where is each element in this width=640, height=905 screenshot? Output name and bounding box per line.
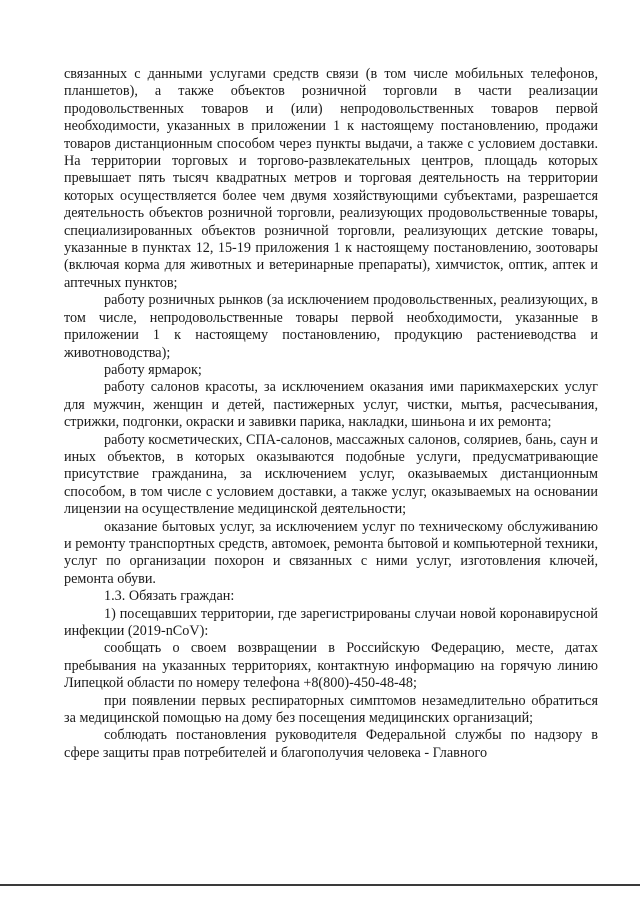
paragraph-comply: соблюдать постановления руководителя Федеральной службы по надзору в сфере защиты прав потребителей и благополучия человека - Главного xyxy=(64,727,598,761)
paragraph-spa-salons: работу косметических, СПА-салонов, массажных салонов, соляриев, бань, саун и иных объектов, в которых оказываются подобные услуги, предусматривающие присутствие гражданина, за исключением услуг, оказываемых дистанционным способом, в том числе с условием доставки, а также услуг, оказываемых на основании лицензии на осуществление медицинской деятельности; xyxy=(64,431,598,518)
paragraph-report-return: сообщать о своем возвращении в Российскую Федерацию, месте, датах пребывания на указанных территориях, контактную информацию на горячую линию Липецкой области по номеру телефона +8(800)-450-48-48; xyxy=(64,640,598,692)
paragraph-trade-objects: связанных с данными услугами средств связи (в том числе мобильных телефонов, планшетов), а также объектов розничной торговли в части реализации продовольственных товаров и (или) непродовольственных товаров первой необходимости, указанных в приложении 1 к настоящему постановлению, продажи товаров дистанционным способом через пункты выдачи, а также с условием доставки. На территории торговых и торгово-развлекательных центров, площадь которых превышает пять тысяч квадратных метров и торговая деятельность на территории которых осуществляется более чем двумя хозяйствующими субъектами, разрешается деятельность объектов розничной торговли, реализующих продовольственные товары, специализированных объектов розничной торговли, реализующих детские товары, указанные в пунктах 12, 15-19 приложения 1 к настоящему постановлению, зоотовары (включая корма для животных и ветеринарные препараты), химчисток, оптик, аптек и аптечных пунктов; xyxy=(64,66,598,291)
bottom-border-line xyxy=(0,884,640,886)
paragraph-household-services: оказание бытовых услуг, за исключением услуг по техническому обслуживанию и ремонту транспортных средств, автомоек, ремонта бытовой и компьютерной техники, услуг по организации похорон и связанных с ними услуг, изготовления ключей, ремонта обуви. xyxy=(64,518,598,587)
paragraph-symptoms: при появлении первых респираторных симптомов незамедлительно обратиться за медицинской помощью на дому без посещения медицинских организаций; xyxy=(64,692,598,727)
paragraph-fairs: работу ярмарок; xyxy=(104,361,202,378)
paragraph-item-1: 1) посещавших территории, где зарегистрированы случаи новой коронавирусной инфекции (2019-nCoV): xyxy=(64,605,598,639)
document-text xyxy=(64,66,598,762)
paragraph-retail-markets: работу розничных рынков (за исключением продовольственных, реализующих, в том числе, непродовольственные товары первой необходимости, указанные в приложении 1 к настоящему постановлению, продукцию растениеводства и животноводства); xyxy=(64,292,598,361)
paragraph-section-1-3: 1.3. Обязать граждан: xyxy=(104,588,235,605)
paragraph-beauty-salons: работу салонов красоты, за исключением оказания ими парикмахерских услуг для мужчин, женщин и детей, пастижерных услуг, чистки, мытья, расчесывания, стрижки, подгонки, окраски и завивки парика, накладки, шиньона и их ремонта; xyxy=(64,379,598,431)
